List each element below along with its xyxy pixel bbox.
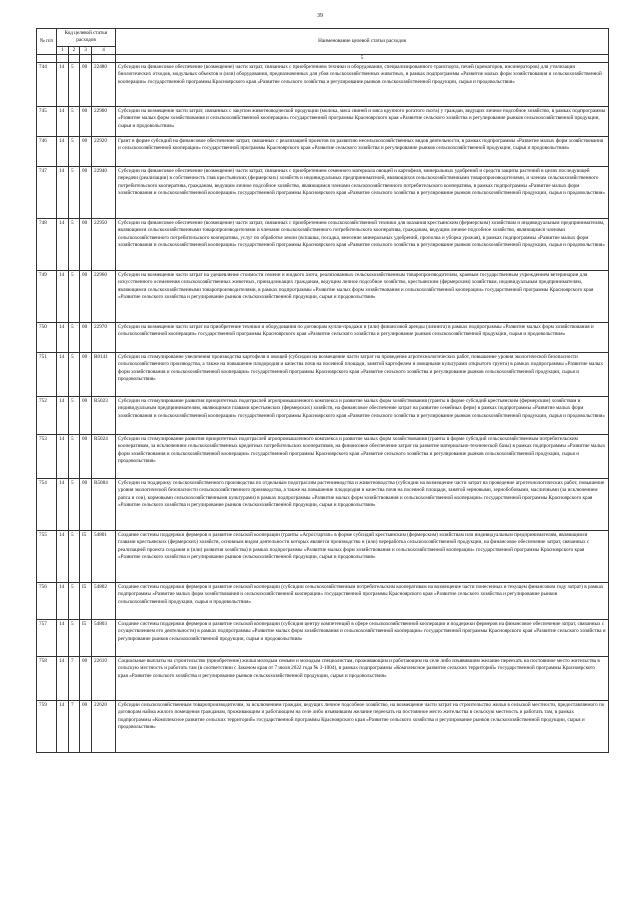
header-idx-blank-1 bbox=[57, 54, 69, 62]
code-part-3: I5 bbox=[80, 620, 92, 657]
code-part-4: 22970 bbox=[92, 323, 116, 353]
row-description: Субсидии на финансовое обеспечение (возмещение) части затрат, связанных с приобретением техники и оборудования, специализированного транспорта, печей (крематоров, инсинераторов) для утилизации биологических отходов, модульных объектов и (или) оборудования, предназначенных для убоя сельскохозяйственных животных, в рамках подпрограммы «Развитие малых форм хозяйствования и сельскохозяйственной кооперации» государственной программы Красноярского края «Развитие сельского хозяйства и регулирование рынков сельскохозяйственной продукции, сырья и продовольствия» bbox=[116, 63, 609, 107]
code-part-2: 5 bbox=[69, 583, 80, 620]
code-part-2: 5 bbox=[69, 219, 80, 271]
row-number: 744 bbox=[37, 63, 57, 107]
table-row bbox=[37, 657, 609, 701]
code-part-1: 14 bbox=[57, 531, 69, 583]
header-idx-blank-4 bbox=[92, 54, 116, 62]
code-part-3: I5 bbox=[80, 583, 92, 620]
code-part-3: 00 bbox=[80, 353, 92, 397]
table-row bbox=[37, 701, 609, 753]
code-part-4: 54803 bbox=[92, 620, 116, 657]
code-part-3: 00 bbox=[80, 397, 92, 435]
table-row bbox=[37, 620, 609, 657]
code-part-4: R5024 bbox=[92, 435, 116, 479]
code-part-4: 22940 bbox=[92, 167, 116, 219]
table-row bbox=[37, 323, 609, 353]
table-row bbox=[37, 353, 609, 397]
code-part-3: 00 bbox=[80, 435, 92, 479]
code-part-3: 00 bbox=[80, 107, 92, 137]
row-number: 755 bbox=[37, 531, 57, 583]
header-idx-0 bbox=[37, 54, 57, 62]
code-part-2: 7 bbox=[69, 701, 80, 753]
row-number: 754 bbox=[37, 479, 57, 531]
table-row bbox=[37, 397, 609, 435]
code-part-3: 00 bbox=[80, 63, 92, 107]
table-row bbox=[37, 137, 609, 167]
table-row bbox=[37, 63, 609, 107]
row-number: 746 bbox=[37, 137, 57, 167]
code-part-1: 14 bbox=[57, 435, 69, 479]
code-part-2: 5 bbox=[69, 137, 80, 167]
code-part-2: 5 bbox=[69, 435, 80, 479]
header-idx-4: 4 bbox=[92, 46, 116, 54]
code-part-2: 5 bbox=[69, 271, 80, 323]
code-part-1: 14 bbox=[57, 219, 69, 271]
code-part-2: 5 bbox=[69, 620, 80, 657]
code-part-2: 5 bbox=[69, 167, 80, 219]
table-row bbox=[37, 271, 609, 323]
table-row bbox=[37, 583, 609, 620]
row-description: Субсидии на финансовое обеспечение (возмещение) части затрат, связанных с приобретением сельскохозяйственной техники для оказания крестьянским (фермерским) хозяйствам и индивидуальным предпринимателям, являющимся сельскохозяйственными товаропроизводителями и членами сельскохозяйственного потребительского кооператива, гражданам, ведущим личное подсобное хозяйство, являющимся членами сельскохозяйственного потребительского кооператива, услуг по обработке земли (вспашка, посадка, внесение минеральных удобрений, прополка и уборка урожая), в рамках подпрограммы «Развитие малых форм хозяйствования и сельскохозяйственной кооперации» государственной программы Красноярского края «Развитие сельского хозяйства и регулирование рынков сельскохозяйственной продукции, сырья и продовольствия» bbox=[116, 219, 609, 271]
code-part-1: 14 bbox=[57, 323, 69, 353]
code-part-1: 14 bbox=[57, 657, 69, 701]
target-items-table bbox=[36, 28, 609, 753]
code-part-4: 54802 bbox=[92, 583, 116, 620]
row-number: 749 bbox=[37, 271, 57, 323]
header-idx-1: 1 bbox=[57, 46, 69, 54]
row-description: Субсидии на стимулирование развития приоритетных подотраслей агропромышленного комплекса и развитие малых форм хозяйствования (гранты в форме субсидий крестьянским (фермерским) хозяйствам и индивидуальным предпринимателям, являющимся главами крестьянских (фермерских) хозяйств, на финансовое обеспечение затрат на развитие семейных ферм) в рамках подпрограммы «Развитие малых форм хозяйствования и сельскохозяйственной кооперации» государственной программы Красноярского края «Развитие сельского хозяйства и регулирование рынков сельскохозяйственной продукции, сырья и продовольствия» bbox=[116, 397, 609, 435]
code-part-3: 00 bbox=[80, 479, 92, 531]
header-idx-3: 3 bbox=[80, 46, 92, 54]
code-part-1: 14 bbox=[57, 397, 69, 435]
code-part-4: 22620 bbox=[92, 701, 116, 753]
code-part-2: 5 bbox=[69, 531, 80, 583]
header-idx-2: 2 bbox=[69, 46, 80, 54]
code-part-2: 5 bbox=[69, 63, 80, 107]
code-part-1: 14 bbox=[57, 701, 69, 753]
code-part-3: 00 bbox=[80, 167, 92, 219]
row-number: 751 bbox=[37, 353, 57, 397]
code-part-1: 14 bbox=[57, 583, 69, 620]
row-number: 753 bbox=[37, 435, 57, 479]
code-part-1: 14 bbox=[57, 107, 69, 137]
header-idx-blank-2 bbox=[69, 54, 80, 62]
code-part-4: 22920 bbox=[92, 137, 116, 167]
code-part-4: R5023 bbox=[92, 397, 116, 435]
code-part-4: R5084 bbox=[92, 479, 116, 531]
row-number: 756 bbox=[37, 583, 57, 620]
row-description: Субсидии на финансовое обеспечение (возмещение) части затрат, связанных с приобретением семенного материала овощей и картофеля, минеральных удобрений и средств защиты растений в целях последующей передачи (реализации) в собственность глав крестьянских (фермерских) хозяйств и индивидуальных предпринимателей, являющихся сельскохозяйственными товаропроизводителями, и членам сельскохозяйственного потребительского кооператива, гражданам, ведущим личное подсобное хозяйство, являющимся членами сельскохозяйственного потребительского кооператива, в рамках подпрограммы «Развитие малых форм хозяйствования и сельскохозяйственной кооперации» государственной программы Красноярского края «Развитие сельского хозяйства и регулирование рынков сельскохозяйственной продукции, сырья и продовольствия» bbox=[116, 167, 609, 219]
code-part-3: 00 bbox=[80, 323, 92, 353]
code-part-2: 5 bbox=[69, 353, 80, 397]
table-row bbox=[37, 479, 609, 531]
code-part-3: 00 bbox=[80, 657, 92, 701]
row-description: Субсидии на возмещение части затрат на удешевление стоимости семени и жидкого азота, реализованных сельскохозяйственным товаропроизводителям, краевым государственным учреждением ветеринарии для искусственного осеменения сельскохозяйственных животных, принадлежащих гражданам, ведущим личное подсобное хозяйство, крестьянским (фермерским) хозяйствам, индивидуальным предпринимателям, являющимся сельскохозяйственными товаропроизводителями, в рамках подпрограммы «Развитие малых форм хозяйствования и сельскохозяйственной кооперации» государственной программы Красноярского края «Развитие сельского хозяйства и регулирование рынков сельскохозяйственной продукции, сырья и продовольствия» bbox=[116, 271, 609, 323]
row-description: Субсидии на возмещение части затрат, связанных с закупом животноводческой продукции (молока, мяса свиней и мяса крупного рогатого скота) у граждан, ведущих личное подсобное хозяйство, в рамках подпрограммы «Развитие малых форм хозяйствования и сельскохозяйственной кооперации» государственной программы Красноярского края «Развитие сельского хозяйства и регулирование рынков сельскохозяйственной продукции, сырья и продовольствия» bbox=[116, 107, 609, 137]
code-part-4: R0141 bbox=[92, 353, 116, 397]
code-part-4: 54801 bbox=[92, 531, 116, 583]
table-row bbox=[37, 435, 609, 479]
header-num: № п/п bbox=[37, 29, 57, 55]
row-description: Субсидии сельскохозяйственным товаропроизводителям, за исключением граждан, ведущих личное подсобное хозяйство, на возмещение части затрат на строительство жилья в сельской местности, предоставляемого по договорам найма жилого помещения гражданам, проживающим и работающим на селе либо изъявившим желание переехать на постоянное место жительства в сельскую местность и работать там, в рамках подпрограммы «Комплексное развитие сельских территорий» государственной программы Красноярского края «Развитие сельского хозяйства и регулирование рынков сельскохозяйственной продукции, сырья и продовольствия» bbox=[116, 701, 609, 753]
table-row bbox=[37, 531, 609, 583]
row-description: Субсидии на поддержку сельскохозяйственного производства по отдельным подотраслям растениеводства и животноводства (субсидии на возмещение части затрат на проведение агротехнологических работ, повышение уровня экологической безопасности сельскохозяйственного производства, а также на повышение плодородия и качества почв на посевной площади, занятой зерновыми, зернобобовыми, масличными (за исключением рапса и сои), кормовыми сельскохозяйственными культурами) в рамках подпрограммы «Развитие малых форм хозяйствования и сельскохозяйственной кооперации» государственной программы Красноярского края «Развитие сельского хозяйства и регулирование рынков сельскохозяйственной продукции, сырья и продовольствия» bbox=[116, 479, 609, 531]
code-part-1: 14 bbox=[57, 271, 69, 323]
code-part-2: 5 bbox=[69, 107, 80, 137]
code-part-1: 14 bbox=[57, 137, 69, 167]
code-part-2: 5 bbox=[69, 479, 80, 531]
code-part-1: 14 bbox=[57, 479, 69, 531]
row-description: Социальные выплаты на строительство (приобретение) жилья молодым семьям и молодым специалистам, проживающим и работающим на селе либо изъявившим желание переехать на постоянное место жительства в сельскую местность и работать там (в соответствии с Законом края от 7 июля 2022 года № 3-1004), в рамках подпрограммы «Комплексное развитие сельских территорий» государственной программы Красноярского края «Развитие сельского хозяйства и регулирование рынков сельскохозяйственной продукции, сырья и продовольствия» bbox=[116, 657, 609, 701]
code-part-1: 14 bbox=[57, 353, 69, 397]
row-description: Создание системы поддержки фермеров и развитие сельской кооперации (субсидии сельскохозяйственным потребительским кооперативам на возмещение части понесенных в текущем финансовом году затрат) в рамках подпрограммы «Развитие малых форм хозяйствования и сельскохозяйственной кооперации» государственной программы Красноярского края «Развитие сельского хозяйства и регулирование рынков сельскохозяйственной продукции, сырья и продовольствия» bbox=[116, 583, 609, 620]
code-part-2: 5 bbox=[69, 323, 80, 353]
table-row bbox=[37, 107, 609, 137]
row-description: Создание системы поддержки фермеров и развитие сельской кооперации (субсидия центру компетенций в сфере сельскохозяйственной кооперации и поддержки фермеров на финансовое обеспечение затрат, связанных с осуществлением его деятельности) в рамках подпрограммы «Развитие малых форм хозяйствования и сельскохозяйственной кооперации» государственной программы Красноярского края «Развитие сельского хозяйства и регулирование рынков сельскохозяйственной продукции, сырья и продовольствия» bbox=[116, 620, 609, 657]
row-number: 748 bbox=[37, 219, 57, 271]
table-row bbox=[37, 167, 609, 219]
code-part-4: 22960 bbox=[92, 271, 116, 323]
code-part-1: 14 bbox=[57, 167, 69, 219]
code-part-2: 5 bbox=[69, 397, 80, 435]
code-part-3: I5 bbox=[80, 531, 92, 583]
row-description: Субсидии на стимулирование развития приоритетных подотраслей агропромышленного комплекса и развитие малых форм хозяйствования (гранты в форме субсидий сельскохозяйственным потребительским кооперативам, за исключением сельскохозяйственных кредитных потребительских кооперативов, на финансовое обеспечение затрат на развитие материально-технической базы) в рамках подпрограммы «Развитие малых форм хозяйствования и сельскохозяйственной кооперации» государственной программы Красноярского края «Развитие сельского хозяйства и регулирование рынков сельскохозяйственной продукции, сырья и продовольствия» bbox=[116, 435, 609, 479]
header-idx-5: 5 bbox=[116, 54, 609, 62]
row-description: Субсидии на возмещение части затрат на приобретение техники и оборудования по договорам купли-продажи и (или) финансовой аренды (лизинга) в рамках подпрограммы «Развитие малых форм хозяйствования и сельскохозяйственной кооперации» государственной программы Красноярского края «Развитие сельского хозяйства и регулирование рынков сельскохозяйственной продукции, сырья и продовольствия» bbox=[116, 323, 609, 353]
header-idx-blank-3 bbox=[80, 54, 92, 62]
code-part-3: 00 bbox=[80, 701, 92, 753]
code-part-3: 00 bbox=[80, 271, 92, 323]
header-title: Наименование целевой статьи расходов bbox=[116, 29, 609, 55]
code-part-4: 22610 bbox=[92, 657, 116, 701]
header-code-group: Код целевой статьи расходов bbox=[57, 29, 116, 47]
row-number: 759 bbox=[37, 701, 57, 753]
page-number: 39 bbox=[317, 13, 323, 19]
code-part-4: 22480 bbox=[92, 63, 116, 107]
row-number: 752 bbox=[37, 397, 57, 435]
code-part-1: 14 bbox=[57, 620, 69, 657]
code-part-3: 00 bbox=[80, 137, 92, 167]
row-number: 758 bbox=[37, 657, 57, 701]
table-row bbox=[37, 219, 609, 271]
code-part-1: 14 bbox=[57, 63, 69, 107]
row-number: 757 bbox=[37, 620, 57, 657]
row-description: Создание системы поддержки фермеров и развитие сельской кооперации (гранты «Агростартап» в форме субсидий крестьянским (фермерским) хозяйствам или индивидуальным предпринимателям, являющимся главами крестьянских (фермерских) хозяйств, основным видом деятельности которых является производство и (или) переработка сельскохозяйственной продукции, на финансовое обеспечение затрат, связанных с реализацией проекта создания и (или) развития хозяйства) в рамках подпрограммы «Развитие малых форм хозяйствования и сельскохозяйственной кооперации» государственной программы Красноярского края «Развитие сельского хозяйства и регулирование рынков сельскохозяйственной продукции, сырья и продовольствия» bbox=[116, 531, 609, 583]
code-part-4: 22900 bbox=[92, 107, 116, 137]
code-part-3: 00 bbox=[80, 219, 92, 271]
row-number: 745 bbox=[37, 107, 57, 137]
row-description: Субсидии на стимулирование увеличения производства картофеля и овощей (субсидии на возмещение части затрат на проведение агротехнологических работ, повышение уровня экологической безопасности сельскохозяйственного производства, а также на повышение плодородия и качества почв на посевной площади, занятой картофелем и овощными культурами открытого грунта) в рамках подпрограммы «Развитие малых форм хозяйствования и сельскохозяйственной кооперации» государственной программы Красноярского края «Развитие сельского хозяйства и регулирование рынков сельскохозяйственной продукции, сырья и продовольствия» bbox=[116, 353, 609, 397]
row-number: 747 bbox=[37, 167, 57, 219]
table-body bbox=[37, 63, 609, 753]
row-number: 750 bbox=[37, 323, 57, 353]
code-part-2: 7 bbox=[69, 657, 80, 701]
code-part-4: 22950 bbox=[92, 219, 116, 271]
row-description: Грант в форме субсидий на финансовое обеспечение затрат, связанных с реализацией проектов по развитию несельскохозяйственных видов деятельности, в рамках подпрограммы «Развитие малых форм хозяйствования и сельскохозяйственной кооперации» государственной программы Красноярского края «Развитие сельского хозяйства и регулирование рынков сельскохозяйственной продукции, сырья и продовольствия» bbox=[116, 137, 609, 167]
